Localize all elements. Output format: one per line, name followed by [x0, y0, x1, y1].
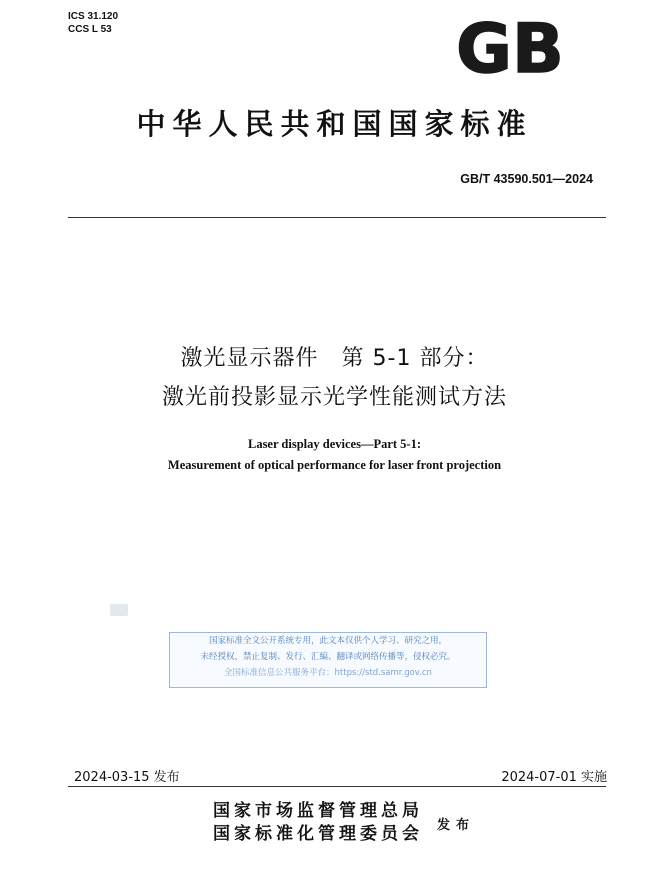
issue-date: 2024-03-15 发布 — [74, 770, 180, 785]
gb-logo — [446, 14, 574, 84]
header-divider — [68, 217, 606, 218]
usage-notice-box — [169, 632, 487, 688]
notice-line1: 国家标准全文公开系统专用，此文本仅供个人学习、研究之用， — [208, 636, 447, 646]
title-cn-line2: 激光前投影显示光学性能测试方法 — [161, 385, 507, 410]
standard-number: GB/T 43590.501—2024 — [460, 172, 593, 186]
ccs-code: CCS L 53 — [68, 24, 112, 35]
implement-date: 2024-07-01 实施 — [501, 770, 607, 785]
issuer-line2: 国家标准化管理委员会 — [213, 824, 423, 844]
classification-codes — [68, 10, 118, 36]
decorative-mark — [110, 604, 128, 616]
issuer-line1: 国家市场监督管理总局 — [213, 801, 423, 821]
footer-divider — [68, 786, 606, 787]
notice-line3: 全国标准信息公共服务平台：https://std.samr.gov.cn — [224, 668, 432, 678]
issuing-authorities — [213, 800, 423, 846]
ics-code: ICS 31.120 — [68, 11, 119, 22]
notice-line2: 未经授权，禁止复制、发行、汇编、翻译或网络传播等，侵权必究。 — [200, 652, 456, 662]
title-cn-line1: 激光显示器件 第 5-1 部分： — [180, 346, 489, 371]
gb-logo-text: GB — [456, 14, 564, 80]
publish-label: 发布 — [437, 818, 476, 833]
country-standard-title: 中华人民共和国国家标准 — [136, 107, 533, 141]
title-en-line2: Measurement of optical performance for laser front projection — [167, 458, 502, 472]
gb-logo-mark — [446, 14, 574, 80]
title-en-line1: Laser display devices—Part 5-1: — [247, 437, 422, 451]
